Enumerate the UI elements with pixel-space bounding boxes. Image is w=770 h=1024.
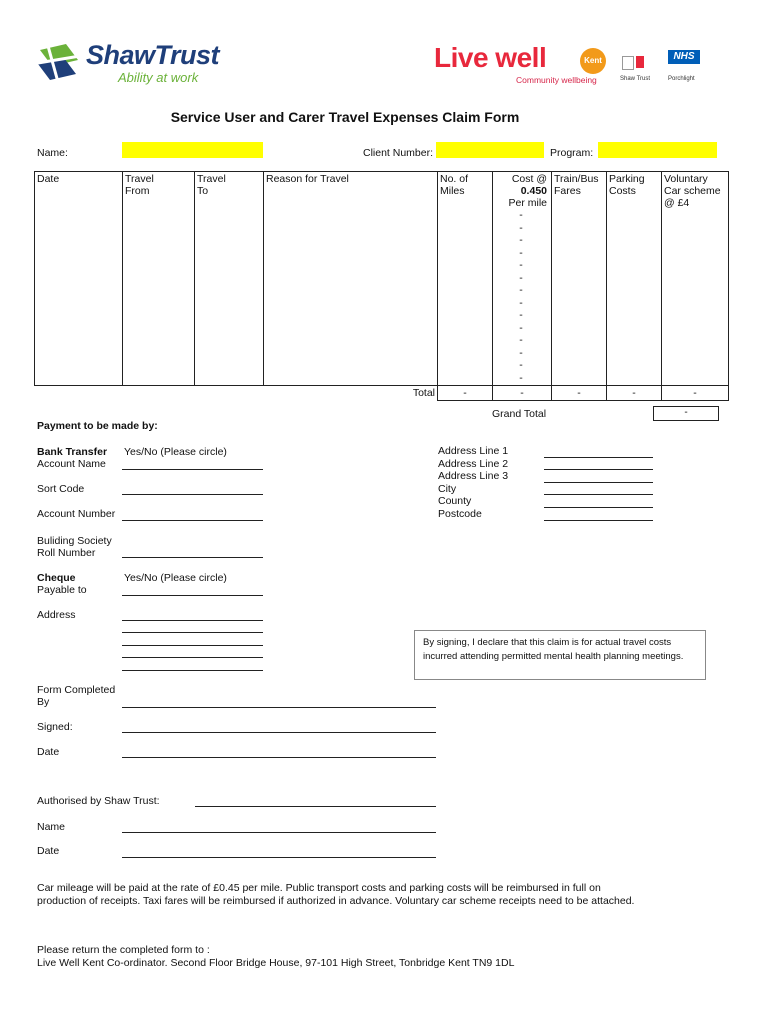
sort-code-line[interactable]: [122, 494, 263, 495]
roll-number-label: Roll Number: [37, 547, 96, 559]
client-number-label: Client Number:: [363, 147, 434, 159]
cost-dash: -: [519, 334, 523, 346]
auth-name-label: Name: [37, 821, 66, 833]
reason-column[interactable]: [264, 172, 438, 386]
header-travel-to: Travel To: [197, 173, 226, 197]
address-line-3-label: Address Line 3: [438, 470, 509, 482]
live-well-logo: [434, 42, 614, 86]
form-title: Service User and Carer Travel Expenses Claim Form: [170, 109, 520, 125]
auth-name-line[interactable]: [122, 832, 436, 833]
header-voluntary: Voluntary Car scheme @ £4: [664, 173, 721, 209]
train-bus-column[interactable]: [552, 172, 607, 386]
partner-logos: [620, 44, 710, 86]
travel-from-column[interactable]: [123, 172, 195, 386]
authorised-label: Authorised by Shaw Trust:: [37, 795, 160, 807]
return-note-line-1: Please return the completed form to :: [37, 944, 210, 956]
header-travel-from: Travel From: [125, 173, 154, 197]
mileage-note-line-1: Car mileage will be paid at the rate of £0.45 per mile. Public transport costs and parking costs will be reimbursed in full on: [37, 882, 601, 894]
grand-total-value: -: [653, 406, 719, 421]
voluntary-column[interactable]: [662, 172, 729, 386]
account-name-line[interactable]: [122, 469, 263, 470]
postcode-label: Postcode: [438, 507, 482, 520]
partner-porchlight: Porchlight: [668, 76, 695, 82]
return-note-line-2: Live Well Kent Co-ordinator. Second Floor Bridge House, 97-101 High Street, Tonbridge Kent TN9 1DL: [37, 956, 515, 969]
auth-date-line[interactable]: [122, 857, 436, 858]
address-line-5[interactable]: [122, 670, 263, 671]
client-number-field[interactable]: [436, 142, 544, 158]
cost-dash: -: [519, 246, 523, 259]
bank-yes-no[interactable]: Yes/No (Please circle): [124, 446, 227, 458]
cost-dash: -: [519, 346, 523, 359]
address-line-2[interactable]: [122, 632, 263, 633]
address-line-4[interactable]: [122, 657, 263, 658]
cost-dash: -: [519, 371, 523, 384]
live-well-name: Live well: [434, 42, 547, 73]
kent-badge: Kent: [580, 48, 606, 74]
date-line[interactable]: [122, 757, 436, 758]
cost-dash: -: [519, 209, 523, 221]
shaw-trust-mark-icon: [36, 42, 82, 84]
address-1-line[interactable]: [544, 457, 653, 458]
form-completed-label: Form Completed: [37, 684, 116, 696]
signed-label: Signed:: [37, 721, 73, 733]
account-number-label: Account Number: [37, 508, 116, 520]
date-column[interactable]: [35, 172, 123, 386]
total-miles: -: [438, 386, 493, 401]
payable-to-line[interactable]: [122, 595, 263, 596]
cost-dash: -: [519, 284, 523, 296]
address-line-2-label: Address Line 2: [438, 457, 509, 470]
header-reason: Reason for Travel: [266, 173, 349, 185]
grand-total-label: Grand Total: [492, 408, 547, 420]
mileage-note-line-2: production of receipts. Taxi fares will be reimbursed if authorized in advance. Voluntary car scheme receipts need to be attached.: [37, 894, 635, 907]
cost-dash: -: [519, 359, 523, 371]
account-name-label: Account Name: [37, 458, 106, 470]
payment-heading: Payment to be made by:: [37, 420, 158, 432]
cost-dash: -: [519, 321, 523, 334]
form-completed-line[interactable]: [122, 707, 436, 708]
cost-dash: -: [519, 221, 523, 234]
account-number-line[interactable]: [122, 520, 263, 521]
roll-number-line[interactable]: [122, 557, 263, 558]
miles-column[interactable]: [438, 172, 493, 386]
name-label: Name:: [37, 147, 68, 159]
shaw-trust-name: ShawTrust: [86, 40, 220, 70]
header-train-bus: Train/Bus Fares: [554, 173, 599, 197]
postcode-line[interactable]: [544, 520, 653, 521]
address-line-1[interactable]: [122, 620, 263, 621]
shaw-trust-logo: [36, 40, 246, 88]
partner-crest-icon: [622, 56, 634, 70]
cost-dash: -: [519, 259, 523, 271]
auth-date-label: Date: [37, 845, 60, 857]
form-completed-by-label: By: [37, 696, 50, 708]
partner-figure-icon: [636, 56, 644, 68]
declaration-box: By signing, I declare that this claim is for actual travel costs incurred attending permitted mental health planning meetings.: [414, 630, 706, 680]
program-label: Program:: [550, 147, 594, 159]
city-label: City: [438, 482, 457, 495]
building-society-label: Buliding Society: [37, 535, 112, 547]
county-label: County: [438, 495, 472, 507]
travel-to-column[interactable]: [195, 172, 264, 386]
cost-dash: -: [519, 296, 523, 309]
date-label: Date: [37, 746, 60, 758]
header-cost: Cost @: [511, 173, 547, 185]
cost-dash: -: [519, 309, 523, 321]
cheque-yes-no[interactable]: Yes/No (Please circle): [124, 572, 227, 584]
cost-unit: Per mile: [508, 197, 547, 209]
return-note: [37, 944, 737, 969]
name-field[interactable]: [122, 142, 263, 158]
authorised-line[interactable]: [195, 806, 436, 807]
claims-table: [34, 171, 729, 401]
address-label: Address: [37, 609, 76, 621]
cost-column: [493, 172, 552, 386]
total-label: Total: [412, 387, 435, 399]
county-line[interactable]: [544, 507, 653, 508]
bank-transfer-label: Bank Transfer: [37, 446, 108, 458]
cost-dash-list: [495, 209, 547, 384]
cost-rate: 0.450: [520, 185, 547, 197]
program-field[interactable]: [598, 142, 717, 158]
sort-code-label: Sort Code: [37, 483, 85, 495]
header-parking: Parking Costs: [609, 173, 645, 197]
parking-column[interactable]: [607, 172, 662, 386]
cost-dash: -: [519, 271, 523, 284]
cost-dash: -: [519, 234, 523, 246]
total-train-bus: -: [552, 386, 607, 401]
partner-shaw-trust: Shaw Trust: [620, 76, 651, 82]
mileage-note: [37, 882, 737, 907]
address-line-1-label: Address Line 1: [438, 445, 509, 457]
header-date: Date: [37, 173, 60, 185]
payable-to-label: Payable to: [37, 584, 87, 596]
city-line[interactable]: [544, 494, 653, 495]
nhs-logo: NHS: [668, 50, 700, 64]
address-2-line[interactable]: [544, 469, 653, 470]
address-line-3[interactable]: [122, 645, 263, 646]
total-parking: -: [607, 386, 662, 401]
cheque-label: Cheque: [37, 572, 76, 584]
header-miles: No. of Miles: [440, 173, 469, 197]
live-well-tagline: Community wellbeing: [516, 75, 597, 85]
total-voluntary: -: [662, 386, 729, 401]
shaw-trust-tagline: Ability at work: [118, 70, 199, 85]
total-cost: -: [493, 386, 552, 401]
address-labels: [438, 445, 508, 520]
address-3-line[interactable]: [544, 482, 653, 483]
signed-line[interactable]: [122, 732, 436, 733]
